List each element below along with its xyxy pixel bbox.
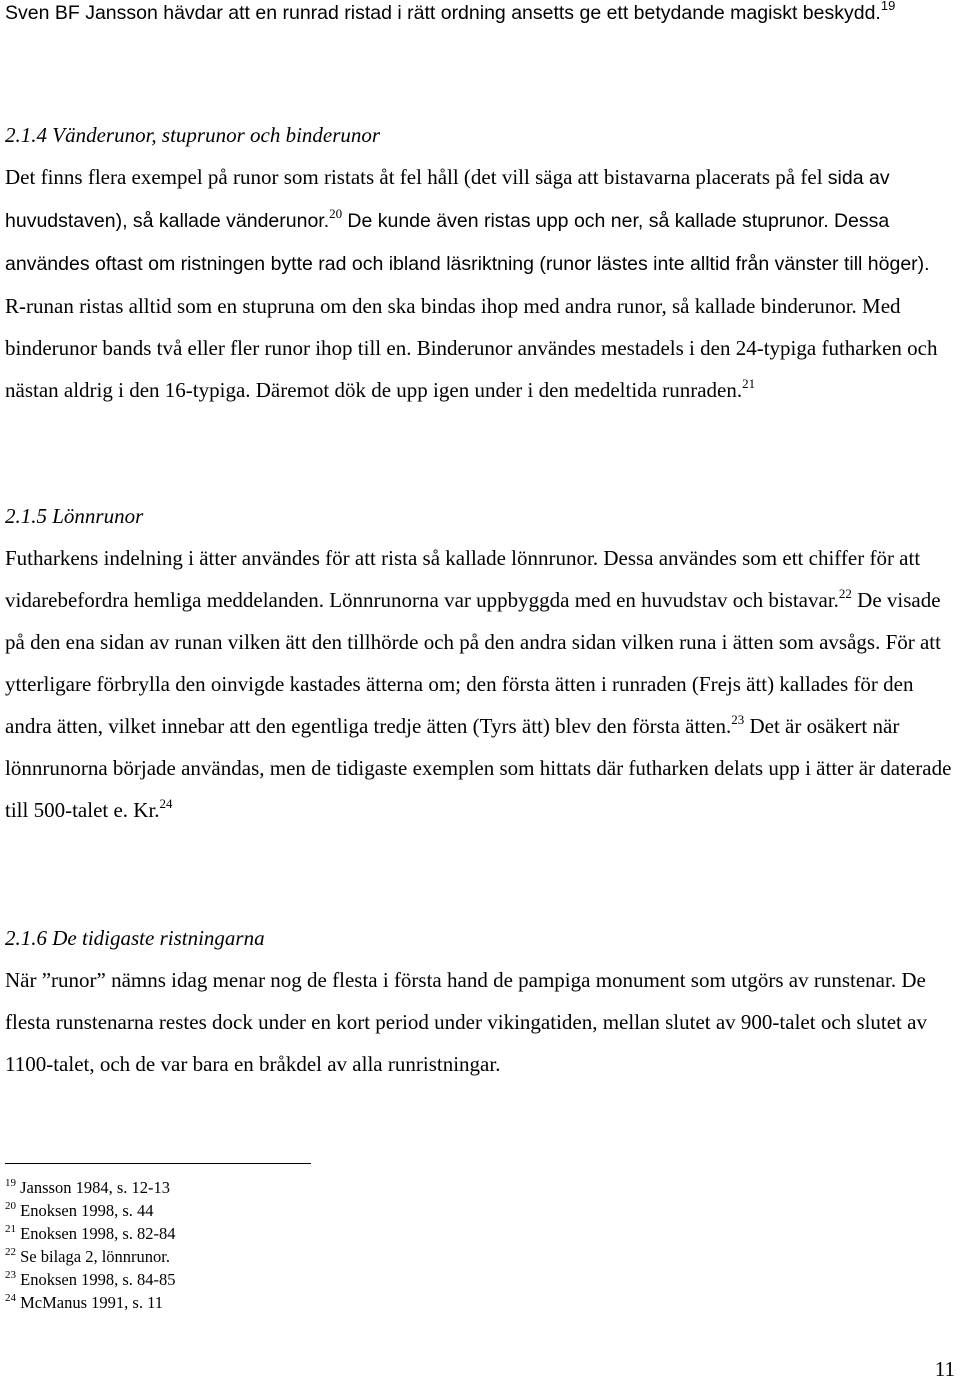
footnote-text: Jansson 1984, s. 12-13: [20, 1178, 171, 1197]
footnote-text: Enoksen 1998, s. 82-84: [20, 1224, 176, 1243]
footnote-item: [5, 1199, 605, 1222]
footnote-ref-24: 24: [159, 796, 173, 811]
section-2-1-6: [5, 917, 953, 1085]
footnote-number: 23: [5, 1269, 16, 1281]
footnote-ref-19: 19: [880, 0, 896, 13]
intro-paragraph: [5, 0, 953, 34]
paragraph-text: När ”runor” nämns idag menar nog de flesta i första hand de pampiga monument som utgörs av runstenar. De flesta runstenarna restes dock under en kort period under vikingatiden, mellan slutet av 900-talet och slutet av 1100-talet, och de var bara en bråkdel av alla runristningar.: [5, 968, 927, 1076]
section-heading-2-1-4: 2.1.4 Vänderunor, stuprunor och binderunor: [5, 123, 381, 147]
footnote-number: 20: [5, 1200, 16, 1212]
footnote-ref-21: 21: [742, 376, 756, 391]
section-2-1-5-body: [5, 537, 953, 831]
section-2-1-6-body: [5, 959, 953, 1085]
footnote-item: [5, 1245, 605, 1268]
paragraph-text: De visade på den ena sidan av runan vilken ätt den tillhörde och på den andra sidan vilken runa i ätten som avsågs. För att ytterligare förbrylla den oinvigde kastades ätterna om; den första ätten i runraden (Frejs ätt) kallades för den andra ätten, vilket innebar att den egentliga tredje ätten (Tyrs ätt) blev den första ätten.: [5, 588, 941, 738]
paragraph-text: Futharkens indelning i ätter användes för att rista så kallade lönnrunor. Dessa användes som ett chiffer för att vidarebefordra hemliga meddelanden. Lönnrunorna var uppbyggda med en huvudstav och bistavar.: [5, 546, 921, 612]
paragraph-text: De kunde även ristas upp och ner, så kallade stuprunor.: [347, 210, 829, 232]
footnote-item: [5, 1291, 605, 1314]
footnote-text: Enoksen 1998, s. 44: [20, 1201, 154, 1220]
footnote-item: [5, 1268, 605, 1291]
paragraph-text: Dessa användes oftast om ristningen bytte rad och ibland läsriktning (runor lästes inte alltid från vänster till höger).: [5, 210, 930, 275]
footnote-number: 22: [5, 1246, 16, 1258]
intro-text: Sven BF Jansson hävdar att en runrad ristad i rätt ordning ansetts ge ett betydande magiskt beskydd.: [5, 2, 881, 24]
footnote-item: [5, 1176, 605, 1199]
section-2-1-4-body: [5, 156, 953, 411]
footnote-number: 24: [5, 1292, 16, 1304]
footnote-ref-23: 23: [731, 712, 745, 727]
footnote-ref-20: 20: [329, 206, 343, 221]
section-2-1-5: [5, 495, 953, 831]
paragraph-text: Det är osäkert när lönnrunorna började användas, men de tidigaste exemplen som hittats där futharken delats upp i ätter är daterade till 500-talet e. Kr.: [5, 714, 952, 822]
footnote-number: 19: [5, 1177, 16, 1189]
page-number: 11: [934, 1357, 955, 1381]
section-heading-2-1-5: 2.1.5 Lönnrunor: [5, 504, 144, 528]
footnotes: [5, 1176, 605, 1314]
footnote-number: 21: [5, 1223, 16, 1235]
footnote-text: McManus 1991, s. 11: [20, 1293, 163, 1312]
paragraph-text: sida av huvudstaven), så kallade vänderunor.: [5, 167, 890, 232]
section-2-1-4: [5, 114, 953, 411]
footnote-item: [5, 1222, 605, 1245]
paragraph-text: R-runan ristas alltid som en stupruna om den ska bindas ihop med andra runor, så kallade binderunor. Med binderunor bands två eller fler runor ihop till en. Binderunor användes mestadels i den 24-typiga futharken och nästan aldrig i den 16-typiga. Däremot dök de upp igen under i den medeltida runraden.: [5, 294, 938, 402]
paragraph-text: Det finns flera exempel på runor som ristats åt fel håll (det vill säga att bistavarna placerats på fel: [5, 165, 823, 189]
footnote-text: Se bilaga 2, lönnrunor.: [20, 1247, 170, 1266]
footnote-ref-22: 22: [838, 586, 852, 601]
footnote-separator: [5, 1163, 311, 1164]
footnote-text: Enoksen 1998, s. 84-85: [20, 1270, 176, 1289]
section-heading-2-1-6: 2.1.6 De tidigaste ristningarna: [5, 926, 265, 950]
